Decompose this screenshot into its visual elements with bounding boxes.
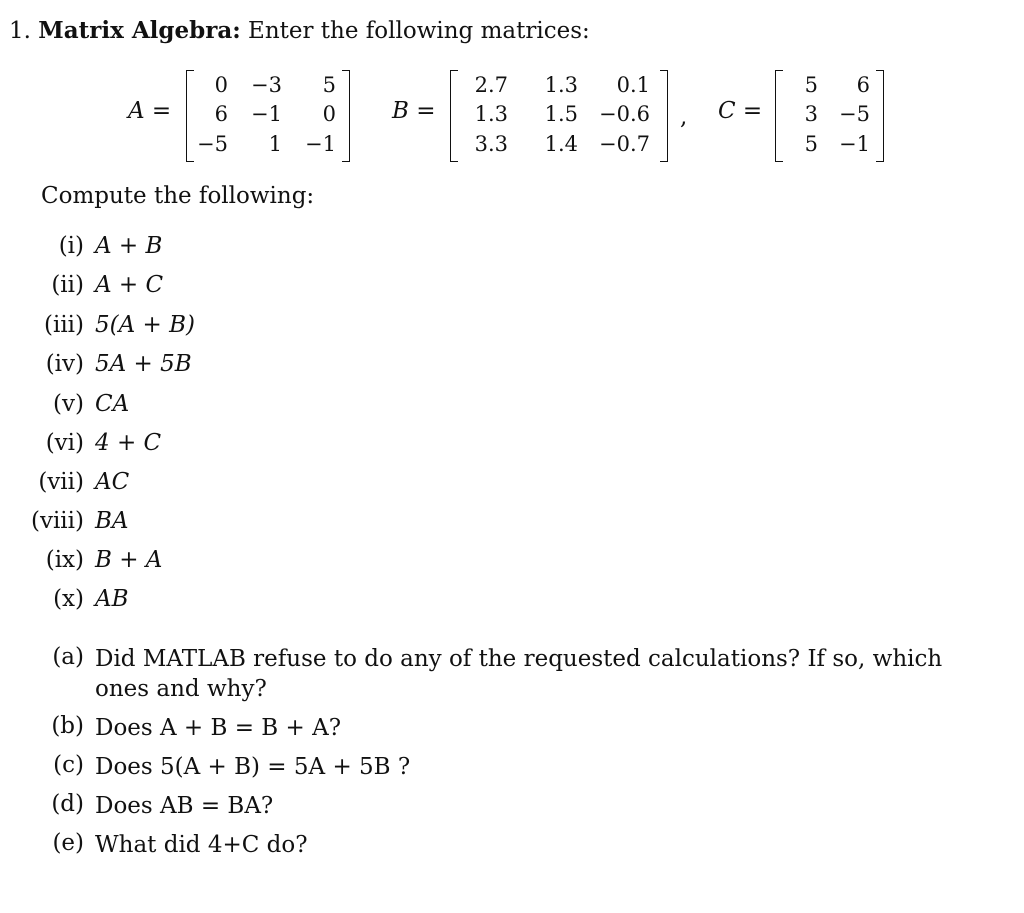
matrix-a-cell: −3 (251, 73, 282, 97)
matrix-separator: , (680, 104, 688, 130)
list-item-label: (ii) (51, 272, 84, 298)
matrix-a-right-bracket (342, 70, 350, 162)
list-item-label: (iii) (43, 312, 84, 338)
list-item-label: (viii) (30, 508, 84, 534)
problem-number: 1. (9, 18, 31, 44)
list-item-label: (iv) (45, 351, 84, 377)
list-item-expr: AC (95, 469, 130, 495)
matrix-a-cell: 0 (322, 102, 336, 126)
list-item-expr: B + A (95, 547, 163, 573)
matrix-c-cell: 6 (856, 73, 870, 97)
matrix-b-cell: 0.1 (616, 73, 650, 97)
list-item-label: (vi) (45, 430, 84, 456)
matrix-b-cell: 1.3 (544, 73, 578, 97)
list-item-expr: A + C (95, 272, 164, 298)
question-text: Does A + B = B + A? (95, 715, 342, 741)
problem-intro: Enter the following matrices: (248, 18, 590, 44)
matrix-a-label: A = (128, 98, 172, 124)
matrix-b-cell: 1.4 (544, 132, 578, 156)
matrix-a-cell: 0 (214, 73, 228, 97)
matrix-a-cell: −1 (251, 102, 282, 126)
matrix-c-label: C = (718, 98, 763, 124)
compute-intro: Compute the following: (41, 183, 315, 209)
question-label: (d) (51, 791, 84, 817)
list-item-expr: BA (95, 508, 129, 534)
matrix-b-cell: 2.7 (474, 73, 508, 97)
matrix-a-cell: −5 (197, 132, 228, 156)
question-label: (e) (52, 830, 84, 856)
question-text: What did 4+C do? (95, 832, 308, 858)
question-text: Does AB = BA? (95, 793, 274, 819)
list-item-expr: AB (95, 586, 129, 612)
matrix-a-cell: −1 (305, 132, 336, 156)
matrix-b-label: B = (392, 98, 436, 124)
list-item-expr: 4 + C (95, 430, 162, 456)
list-item-expr: CA (95, 391, 130, 417)
list-item-label: (vii) (38, 469, 84, 495)
matrix-c-cell: 5 (804, 73, 818, 97)
question-label: (b) (51, 713, 84, 739)
list-item-label: (ix) (45, 547, 84, 573)
list-item-expr: 5A + 5B (95, 351, 192, 377)
matrix-b-cell: −0.6 (599, 102, 650, 126)
question-text: Did MATLAB refuse to do any of the requested calculations? If so, which ones and why? (95, 646, 943, 702)
list-item-label: (x) (53, 586, 84, 612)
question-label: (a) (52, 644, 84, 670)
matrix-b-cell: 1.3 (474, 102, 508, 126)
matrix-a-cell: 6 (214, 102, 228, 126)
matrix-c-cell: −5 (839, 102, 870, 126)
problem-heading (9, 17, 590, 44)
matrix-c-cell: 3 (804, 102, 818, 126)
question-label: (c) (53, 752, 84, 778)
problem-title: Matrix Algebra: (38, 17, 241, 44)
matrix-a-cell: 1 (268, 132, 282, 156)
matrix-c-right-bracket (876, 70, 884, 162)
matrix-b-cell: −0.7 (599, 132, 650, 156)
matrix-c-cell: −1 (839, 132, 870, 156)
list-item-expr: 5(A + B) (95, 312, 195, 338)
matrix-a-cell: 5 (322, 73, 336, 97)
matrix-b-cell: 1.5 (544, 102, 578, 126)
list-item-expr: A + B (95, 233, 163, 259)
matrix-c-cell: 5 (804, 132, 818, 156)
question-text: Does 5(A + B) = 5A + 5B ? (95, 754, 411, 780)
matrix-b-cell: 3.3 (474, 132, 508, 156)
list-item-label: (i) (58, 233, 84, 259)
matrix-b-right-bracket (660, 70, 668, 162)
list-item-label: (v) (53, 391, 84, 417)
